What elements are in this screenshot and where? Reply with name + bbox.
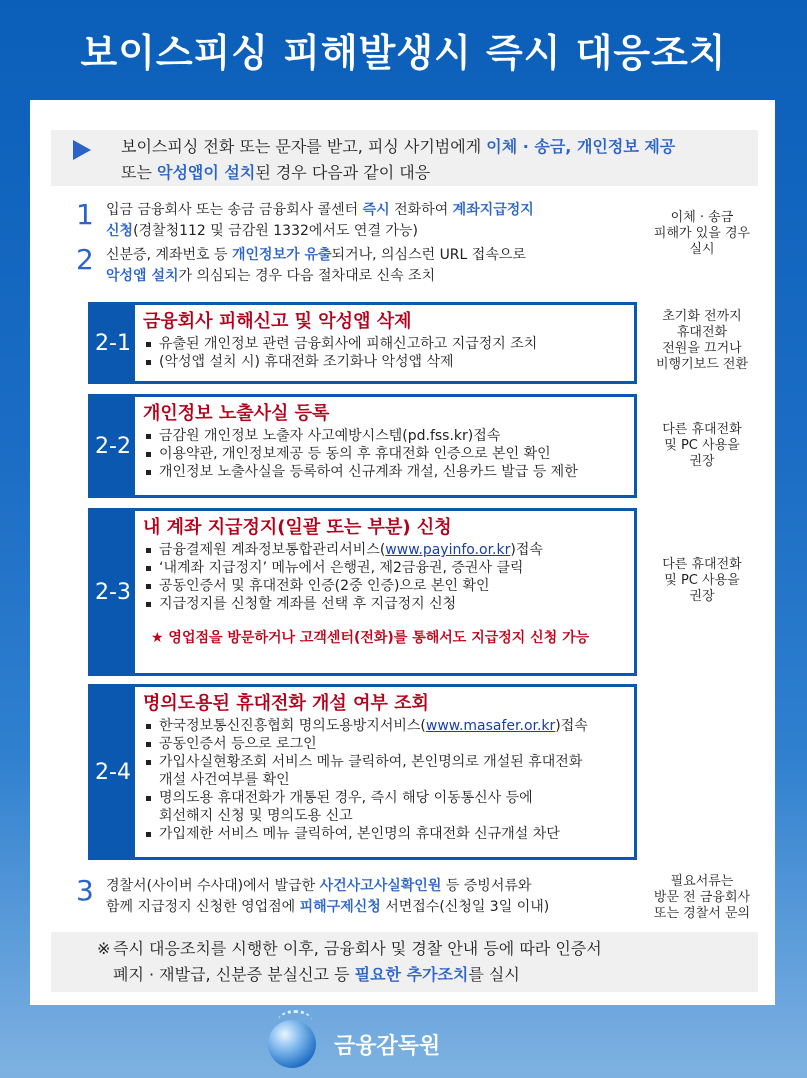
side-note-2-2: 다른 휴대전화 및 PC 사용을 권장 [662,422,742,469]
intro-line-2: 또는 악성앱이 설치된 경우 다음과 같이 대응 [121,163,431,182]
content-panel [30,100,775,1005]
procedure-box-2-3 [88,508,637,676]
list-item: 명의도용 휴대전화가 개통된 경우, 즉시 해당 이동통신사 등에 [143,789,634,807]
step-number: 1 [76,198,94,231]
procedure-label: 2-1 [91,305,135,381]
list-item: 유출된 개인정보 관련 금융회사에 피해신고하고 지급정지 조치 [143,335,634,353]
list-item: 공동인증서 등으로 로그인 [143,735,634,753]
list-item: 개인정보 노출사실을 등록하여 신규계좌 개설, 신용카드 발급 등 제한 [143,463,634,481]
list-item: 이용약관, 개인정보제공 등 동의 후 휴대전화 인증으로 본인 확인 [143,445,634,463]
step-2: 2 신분증, 계좌번호 등 개인정보가 유출되거나, 의심스런 URL 접속으로 악성앱 설치가 의심되는 경우 다음 절차대로 신속 조치 [76,243,526,284]
logo-text: 금융감독원 [334,1033,441,1059]
list-item: 가입사실현황조회 서비스 메뉴 클릭하여, 본인명의로 개설된 휴대전화 [143,753,634,771]
step-number: 3 [76,874,94,907]
step-number: 2 [76,243,94,276]
procedure-heading: 개인정보 노출사실 등록 [143,403,330,424]
intro-line-1: 보이스피싱 전화 또는 문자를 받고, 피싱 사기범에게 이체 · 송금, 개인정보 제공 [121,137,676,156]
procedure-box-2-4 [88,684,637,860]
list-item: 금융결제원 계좌정보통합관리서비스(www.payinfo.or.kr)접속 [143,541,634,559]
procedure-box-2-1 [88,302,637,384]
step-1: 1 입금 금융회사 또는 송금 금융회사 콜센터 즉시 전화하여 계좌지급정지 신청(경찰청112 및 금감원 1332에서도 연결 가능) [76,198,534,239]
list-item: 한국정보통신진흥협회 명의도용방지서비스(www.masafer.or.kr)접속 [143,717,634,735]
list-item: 공동인증서 및 휴대전화 인증(2중 인증)으로 본인 확인 [143,577,634,595]
page-title: 보이스피싱 피해발생시 즉시 대응조치 [80,31,727,75]
list-item: (악성앱 설치 시) 휴대전화 조기화나 악성앱 삭제 [143,353,634,371]
fss-logo [268,1018,440,1070]
list-item: 지급정지를 신청할 계좌를 선택 후 지급정지 신청 [143,595,634,613]
side-note-steps-1-2: 이체 · 송금 피해가 있을 경우 실시 [653,210,751,257]
list-item: 가입제한 서비스 메뉴 클릭하여, 본인명의 휴대전화 신규개설 차단 [143,825,634,843]
procedure-heading: 금융회사 피해신고 및 악성앱 삭제 [143,311,412,332]
procedure-label: 2-4 [91,687,135,857]
side-note-2-3: 다른 휴대전화 및 PC 사용을 권장 [662,557,742,604]
masafer-link[interactable]: www.masafer.or.kr [425,718,556,734]
procedure-heading: 명의도용된 휴대전화 개설 여부 조회 [143,693,429,714]
list-item-continued: 회선해지 신청 및 명의도용 신고 [159,808,353,824]
procedure-label: 2-3 [91,511,135,673]
step-3: 3 경찰서(사이버 수사대)에서 발급한 사건사고사실확인원 등 증빙서류와 함께 지급정지 신청한 영업점에 피해구제신청 서면접수(신청일 3일 이내) [76,874,550,915]
triangle-bullet-icon [73,140,91,160]
reference-mark: ※ [97,939,111,958]
payinfo-link[interactable]: www.payinfo.or.kr [385,542,511,558]
side-note-2-1: 초기화 전까지 휴대전화 전원을 끄거나 비행기보드 전환 [655,309,749,372]
list-item-continued: 개설 사건여부를 확인 [159,772,290,788]
globe-logo-icon [268,1020,316,1068]
procedure-label: 2-2 [91,397,135,495]
side-note-step-3: 필요서류는 방문 전 금융회사 또는 경찰서 문의 [653,874,751,921]
list-item: ‘내계좌 지급정지’ 메뉴에서 은행권, 제2금융권, 증권사 클릭 [143,559,634,577]
list-item: 금감원 개인정보 노출자 사고예방시스템(pd.fss.kr)접속 [143,427,634,445]
procedure-heading: 내 계좌 지급정지(일괄 또는 부분) 신청 [143,517,452,538]
procedure-box-2-2 [88,394,637,498]
intro-box [51,130,758,186]
branch-visit-note: ★ 영업점을 방문하거나 고객센터(전화)를 통해서도 지급정지 신청 가능 [151,630,590,646]
footer-note-box: ※ 즉시 대응조치를 시행한 이후, 금융회사 및 경찰 안내 등에 따라 인증서 폐지 · 재발급, 신분증 분실신고 등 필요한 추가조치를 실시 [51,932,758,992]
